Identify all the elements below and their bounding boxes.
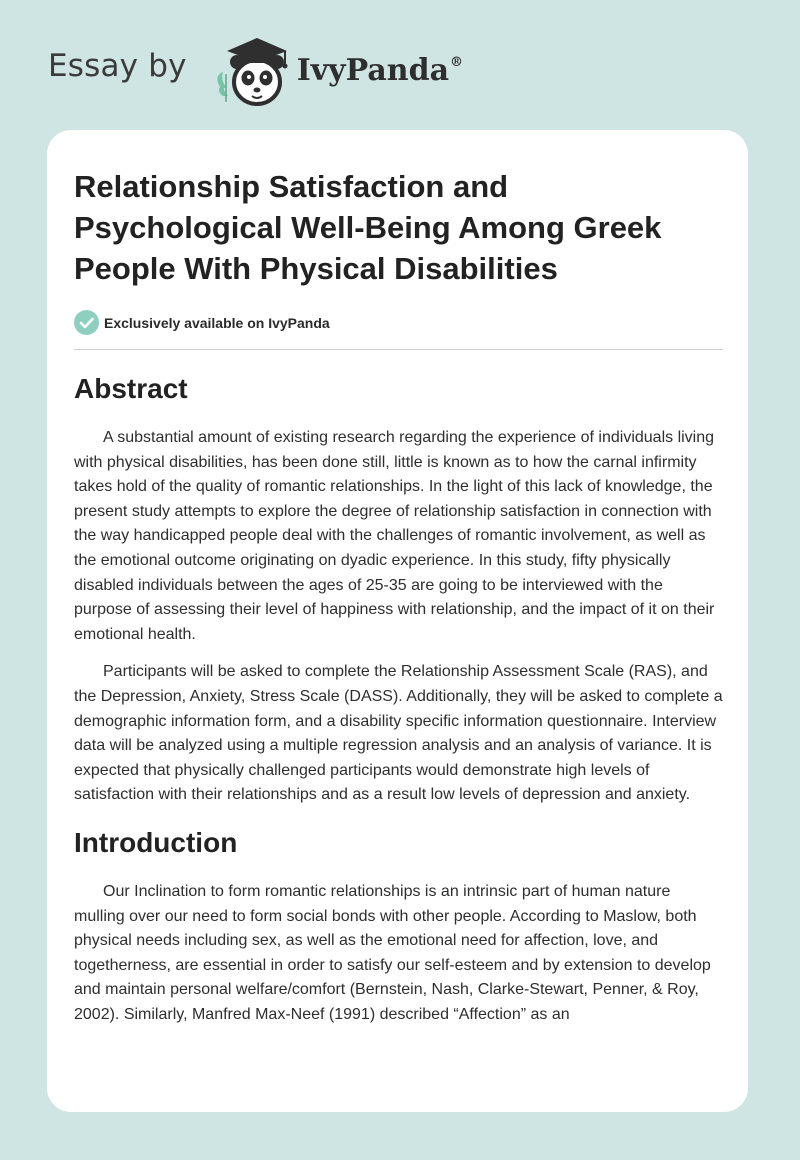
abstract-paragraph-1: A substantial amount of existing research regarding the experience of individuals living with physical disabilities, has been done still, little is known as to how the carnal infirmity takes hold of the quality of romantic relationships. In the light of this lack of knowledge, the present study attempts to explore the degree of relationship satisfaction in connection with the way handicapped people deal with the challenges of romantic involvement, as well as the emotional outcome originating on dyadic experience. In this study, fifty physically disabled individuals between the ages of 25-35 are going to be interviewed with the purpose of assessing their level of happiness with relationship, and the impact of it on their emotional health. [74,429,715,643]
essay-title: Relationship Satisfaction and Psychological Well-Being Among Greek People With Physical Disabilities [74,169,662,286]
section-heading-abstract: Abstract [74,373,188,404]
abstract-paragraph-2: Participants will be asked to complete the Relationship Assessment Scale (RAS), and the Depression, Anxiety, Stress Scale (DASS). Additionally, they will be asked to complete a demographic information form, and a disability specific information questionnaire. Interview data will be analyzed using a multiple regression analysis and an analysis of variance. It is expected that physically challenged participants would demonstrate high levels of satisfaction with their relationships and as a result low levels of depression and anxiety. [74,663,723,804]
title-divider [74,349,723,350]
brand-prefix: Essay by [48,48,187,84]
section-abstract [74,372,723,808]
section-introduction [74,826,723,1028]
site-header [48,30,463,110]
check-badge-icon [74,310,99,335]
essay-card [47,130,748,1112]
brand-name[interactable]: IvyPanda® [296,52,464,88]
panda-logo-icon[interactable] [201,30,293,110]
registered-mark: ® [450,54,464,70]
exclusive-badge [74,310,723,335]
exclusive-badge-text: Exclusively available on IvyPanda [104,314,330,331]
introduction-paragraph-1: Our Inclination to form romantic relationships is an intrinsic part of human nature mulling over our need to form social bonds with other people. According to Maslow, both physical needs including sex, as well as the emotional need for affection, love, and togetherness, are essential in order to satisfy our self-esteem and by extension to develop and maintain personal welfare/comfort (Bernstein, Nash, Clarke-Stewart, Penner, & Roy, 2002). Similarly, Manfred Max-Neef (1991) described “Affection” as an [74,882,711,1023]
section-heading-introduction: Introduction [74,826,238,858]
